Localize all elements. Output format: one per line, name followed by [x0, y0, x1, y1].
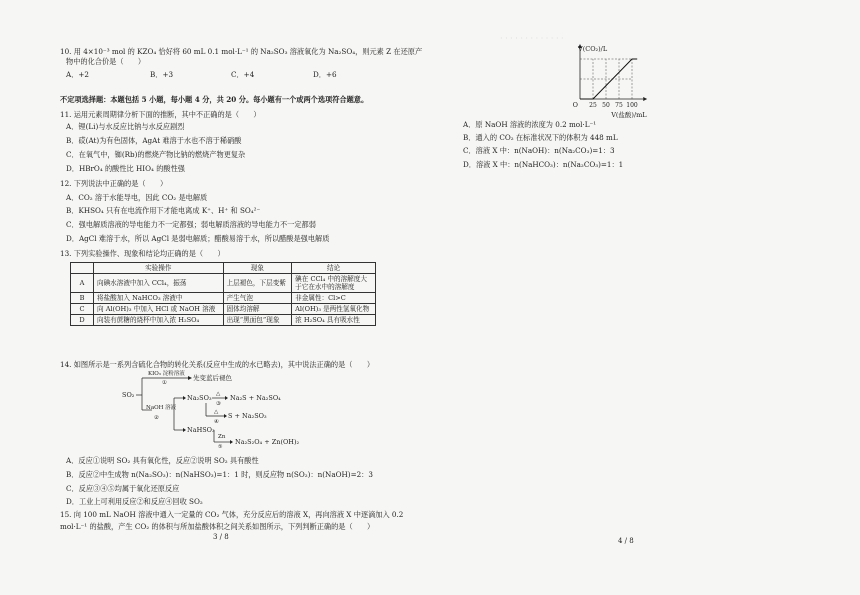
q14-option-a: A．反应①说明 SO₂ 具有氧化性，反应②说明 SO₂ 具有酸性: [66, 456, 259, 465]
q10-option-d: D．+6: [313, 70, 337, 79]
q12-option-b: B．KHSO₄ 只有在电流作用下才能电离成 K⁺、H⁺ 和 SO₄²⁻: [66, 206, 261, 215]
q10-line1: 10. 用 4×10⁻³ mol 的 KZO₄ 恰好将 60 mL 0.1 mol·L⁻¹ 的 Na₂SO₃ 溶液氧化为 Na₂SO₄，则元素 Z 在还原产: [60, 47, 423, 56]
table-row: [71, 304, 376, 315]
q15-option-c: C．溶液 X 中：n(NaOH)：n(Na₂CO₃)=1：3: [463, 146, 615, 155]
q15-option-a: A．原 NaOH 溶液的浓度为 0.2 mol·L⁻¹: [463, 120, 597, 129]
q15-option-b: B．通入的 CO₂ 在标准状况下的体积为 448 mL: [463, 133, 618, 142]
q12-option-c: C．强电解质溶液的导电能力不一定都强；弱电解质溶液的导电能力不一定都弱: [66, 220, 316, 229]
q14-stem: 14. 如图所示是一系列含硫化合物的转化关系(反应中生成的水已略去)，其中说法正确的是（ ）: [60, 360, 375, 369]
q11-option-a: A．锂(Li)与水反应比钠与水反应剧烈: [66, 122, 185, 131]
step-5-label: ⑤: [218, 444, 223, 450]
x-axis-label: V(盐酸)/mL: [611, 111, 647, 119]
table-cell: 产生气泡: [223, 293, 292, 304]
q10-option-b: B．+3: [150, 70, 174, 79]
table-cell: B: [71, 293, 94, 304]
table-row: [71, 315, 376, 326]
step-5-condition: Zn: [218, 434, 226, 440]
q12-option-a: A．CO₂ 溶于水能导电，因此 CO₂ 是电解质: [66, 193, 208, 202]
step-1-label: ①: [162, 380, 167, 386]
q11-stem: 11. 运用元素周期律分析下面的推断，其中不正确的是（ ）: [60, 110, 261, 119]
reagent-kio3: KIO₃ 淀粉溶液: [148, 371, 185, 377]
reagent-naoh: NaOH 溶液: [146, 405, 177, 411]
q12-option-d: D．AgCl 难溶于水，所以 AgCl 是弱电解质；醋酸易溶于水，所以醋酸是强电解质: [66, 234, 330, 243]
q14-option-b: B．反应②中生成物 n(Na₂SO₃)：n(NaHSO₃)=1：1 时，则反应物 n(SO₂)：n(NaOH)=2：3: [66, 470, 373, 479]
q13-table: [70, 262, 376, 326]
q11-option-c: C．在氧气中，铷(Rb)的燃烧产物比钠的燃烧产物更复杂: [66, 150, 246, 159]
q15-line2: mol·L⁻¹ 的盐酸，产生 CO₂ 的体积与所加盐酸体积之间关系如图所示，下列判断正确的是（ ）: [60, 522, 375, 531]
product-5: Na₂S₂O₄ + Zn(OH)₂: [235, 438, 300, 446]
step-4-condition: △: [214, 409, 219, 415]
table-cell-multiline: 碘在 CCl₄ 中的溶解度大 于它在水中的溶解度: [292, 274, 376, 293]
table-cell: 向碘水溶液中加入 CCl₄，振荡: [94, 274, 224, 293]
page-number-right: 4 / 8: [618, 537, 634, 545]
table-cell: Al(OH)₃ 是两性氢氧化物: [292, 304, 376, 315]
step-4-label: ④: [214, 419, 219, 425]
x-axis-arrow: [643, 97, 647, 101]
q14-reaction-diagram: [120, 370, 340, 450]
step-3-label: ③: [216, 401, 221, 407]
page-number-left: 3 / 8: [213, 533, 229, 541]
q11-option-d: D．HBrO₄ 的酸性比 HIO₄ 的酸性强: [66, 164, 185, 173]
table-row: [71, 293, 376, 304]
table-header-row: [71, 263, 376, 274]
table-cell: D: [71, 315, 94, 326]
q13-stem: 13. 下列实验操作、现象和结论均正确的是（ ）: [60, 249, 225, 258]
table-row: [71, 274, 376, 293]
so2-label: SO₂: [122, 391, 135, 399]
q15-option-d: D．溶液 X 中：n(NaHCO₃)：n(Na₂CO₃)=1：1: [463, 160, 624, 169]
section-header: 不定项选择题：本题包括 5 小题，每小题 4 分，共 20 分。每小题有一个或两个选项符合题意。: [60, 95, 369, 104]
q10-option-c: C．+4: [231, 70, 255, 79]
q10-option-a: A．+2: [66, 70, 89, 79]
q14-option-c: C．反应③④⑤均属于氧化还原反应: [66, 484, 180, 493]
q12-stem: 12. 下列说法中正确的是（ ）: [60, 179, 168, 188]
x-tick-label: 50: [602, 102, 610, 109]
x-tick-label: 100: [626, 102, 638, 109]
table-cell: 出现“黑面包”现象: [223, 315, 292, 326]
x-tick-label: 25: [589, 102, 597, 109]
step-3-condition: △: [216, 391, 221, 397]
y-axis-label: V(CO₂)/L: [578, 45, 608, 53]
table-header: [71, 263, 94, 274]
product-3: Na₂S + Na₂SO₄: [230, 394, 281, 402]
table-cell: C: [71, 304, 94, 315]
nahso3-label: NaHSO₃: [187, 426, 215, 434]
table-cell: 上层褪色，下层变紫: [223, 274, 292, 293]
product-1: 先变蓝后褪色: [193, 374, 232, 382]
x-tick-label: 75: [615, 102, 623, 109]
table-cell: 向装有蔗糖的烧杯中加入浓 H₂SO₄: [94, 315, 224, 326]
origin-label: O: [572, 101, 578, 109]
table-cell: 固体均溶解: [223, 304, 292, 315]
table-cell: 向 Al(OH)₃ 中加入 HCl 或 NaOH 溶液: [94, 304, 224, 315]
na2so3-label: Na₂SO₃: [187, 394, 212, 402]
q10-line2: 物中的化合价是（ ）: [66, 57, 146, 66]
q14-option-d: D．工业上可利用反应②和反应④回收 SO₂: [66, 497, 203, 506]
table-header: 结论: [292, 263, 376, 274]
q15-line1: 15. 向 100 mL NaOH 溶液中通入一定量的 CO₂ 气体，充分反应后的溶液 X，再向溶液 X 中逐滴加入 0.2: [60, 510, 404, 519]
right-page: · · · · · · · · · · · · · O 25 50 75 100 V(CO₂)/L V(盐酸)/mL A．原 NaOH 溶液的浓度为 0.2 mol·L⁻¹ B．通入的 CO₂ 在标准状况下的体积为 448 mL C．溶液 X 中：n(NaOH)：n(Na₂CO₃)=1：3 D．溶液 X 中：n(NaHCO₃)：n(Na₂CO₃)=1：1 4 / 8: [430, 0, 860, 595]
product-4: S + Na₂SO₃: [228, 412, 267, 420]
q11-option-b: B．砹(At)为有色固体，AgAt 难溶于水也不溶于稀硝酸: [66, 136, 242, 145]
table-cell: 非金属性：Cl>C: [292, 293, 376, 304]
table-cell: A: [71, 274, 94, 293]
table-cell: 将盐酸加入 NaHCO₃ 溶液中: [94, 293, 224, 304]
table-cell: 浓 H₂SO₄ 具有吸水性: [292, 315, 376, 326]
table-header: 实验操作: [94, 263, 224, 274]
co2-volume-chart: [558, 44, 668, 120]
step-2-label: ②: [154, 415, 159, 421]
table-header: 现象: [223, 263, 292, 274]
